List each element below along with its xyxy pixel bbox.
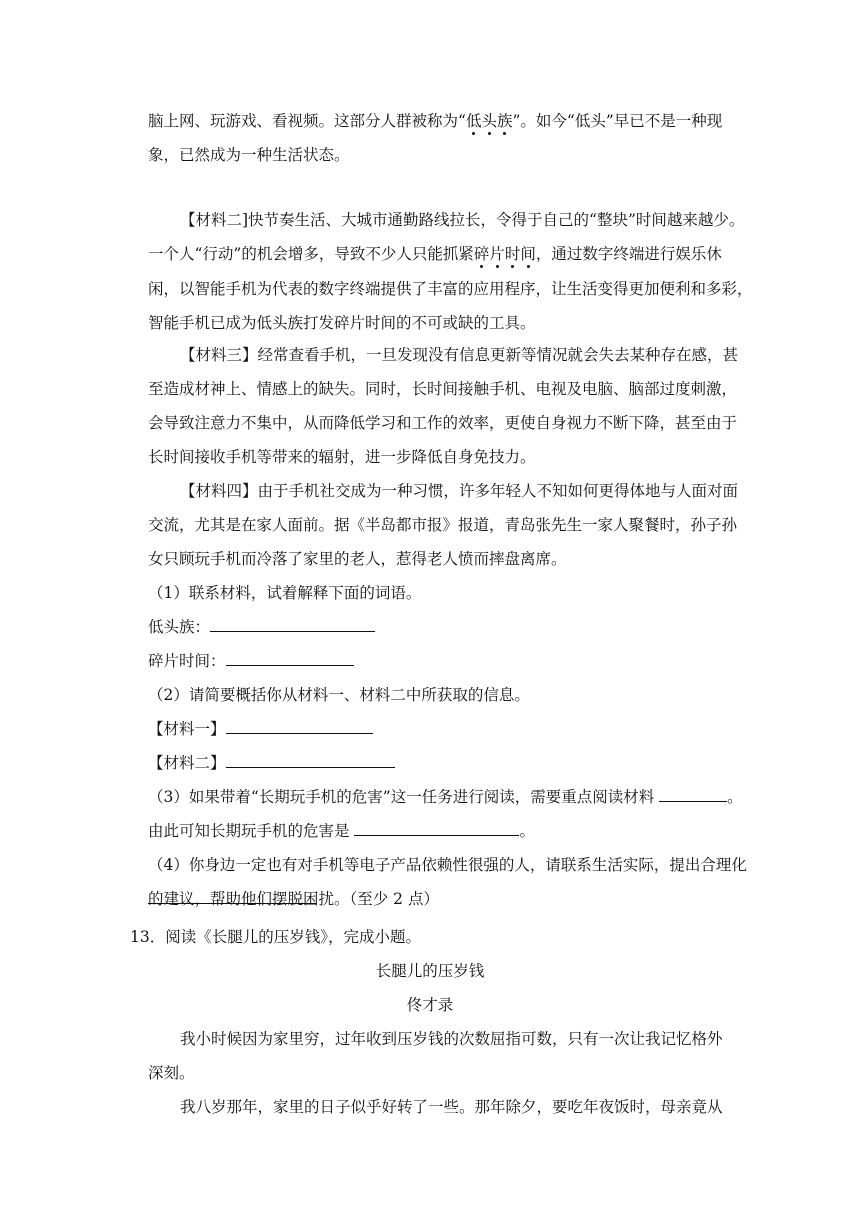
text-line: 闲，以智能手机为代表的数字终端提供了丰富的应用程序，让生活变得更加便利和多彩， (148, 280, 753, 298)
question-2: （2）请简要概括你从材料一、材料二中所获取的信息。 (148, 686, 530, 704)
paragraph-line: 我小时候因为家里穷，过年收到压岁钱的次数屈指可数，只有一次让我记忆格外 (180, 1030, 723, 1048)
question-1b: 碎片时间： (148, 649, 718, 673)
text-line: 一个人“行动”的机会增多，导致不少人只能抓紧碎片时间，通过数字终端进行娱乐休 (148, 245, 722, 263)
text-line: 象，已然成为一种生活状态。 (148, 146, 350, 164)
answer-blank[interactable] (226, 717, 373, 734)
text-line: 会导致注意力不集中，从而降低学习和工作的效率，更使自身视力不断下降，甚至由于 (148, 414, 738, 432)
question-13: 13．阅读《长腿儿的压岁钱》，完成小题。 (130, 928, 421, 946)
text-line: 智能手机已成为低头族打发碎片时间的不可或缺的工具。 (148, 314, 536, 332)
emphasis-char: 头 (481, 112, 497, 130)
emphasis-char: 片 (489, 245, 505, 263)
text-line: 至造成材神上、情感上的缺失。同时，长时间接触手机、电视及电脑、脑部过度刺激， (148, 380, 738, 398)
question-3: （3）如果带着“长期玩手机的危害”这一任务进行阅读，需要重点阅读材料 。 (148, 785, 718, 809)
material-4-line: 【材料四】由于手机社交成为一种习惯，许多年轻人不知如何更得体地与人面对面 (180, 482, 739, 500)
emphasis-char: 族 (496, 112, 513, 130)
emphasis-char: 间 (520, 245, 536, 263)
question-2b: 【材料二】 (148, 751, 718, 775)
article-title: 长腿儿的压岁钱 (375, 962, 485, 980)
text-line: 女只顾玩手机而冷落了家里的老人，惹得老人愤而摔盘离席。 (148, 550, 567, 568)
answer-blank[interactable] (226, 751, 395, 768)
answer-blank[interactable] (354, 819, 519, 836)
question-4: （4）你身边一定也有对手机等电子产品依赖性很强的人，请联系生活实际，提出合理化 (148, 856, 747, 874)
paragraph-line: 深刻。 (148, 1064, 195, 1082)
text-line: 长时间接收手机等带来的辐射，进一步降低自身免技力。 (148, 448, 536, 466)
text-line: 脑上网、玩游戏、看视频。这部分人群被称为“低头族”。如今“低头”早已不是一种现 (148, 112, 723, 130)
text-line: 交流，尤其是在家人面前。据《半岛都市报》报道，青岛张先生一家人聚餐时，孙子孙 (148, 516, 738, 534)
article-author: 佟才录 (406, 996, 454, 1014)
question-1: （1）联系材料，试着解释下面的词语。 (148, 584, 422, 602)
emphasis-char: 碎 (473, 245, 490, 263)
material-2-line: 【材料二]快节奏生活、大城市通勤路线拉长，令得于自己的“整块”时间越来越少。 (180, 211, 745, 229)
answer-blank[interactable] (659, 785, 727, 802)
material-3-line: 【材料三】经常查看手机，一旦发现没有信息更新等情况就会失去某种存在感，甚 (180, 346, 739, 364)
question-1a: 低头族： (148, 615, 718, 639)
answer-blank[interactable] (226, 649, 354, 666)
paragraph-line: 我八岁那年，家里的日子似乎好转了一些。那年除夕，要吃年夜饭时，母亲竟从 (180, 1098, 723, 1116)
answer-line[interactable] (148, 903, 316, 904)
emphasis-char: 时 (504, 245, 521, 263)
question-2a: 【材料一】 (148, 717, 718, 741)
question-4-line2: 的建议，帮助他们摆脱困扰。（至少 2 点） (148, 890, 439, 908)
emphasis-char: 低 (465, 112, 482, 130)
question-3-line2: 由此可知长期玩手机的危害是 。 (148, 819, 718, 843)
answer-blank[interactable] (210, 615, 375, 632)
